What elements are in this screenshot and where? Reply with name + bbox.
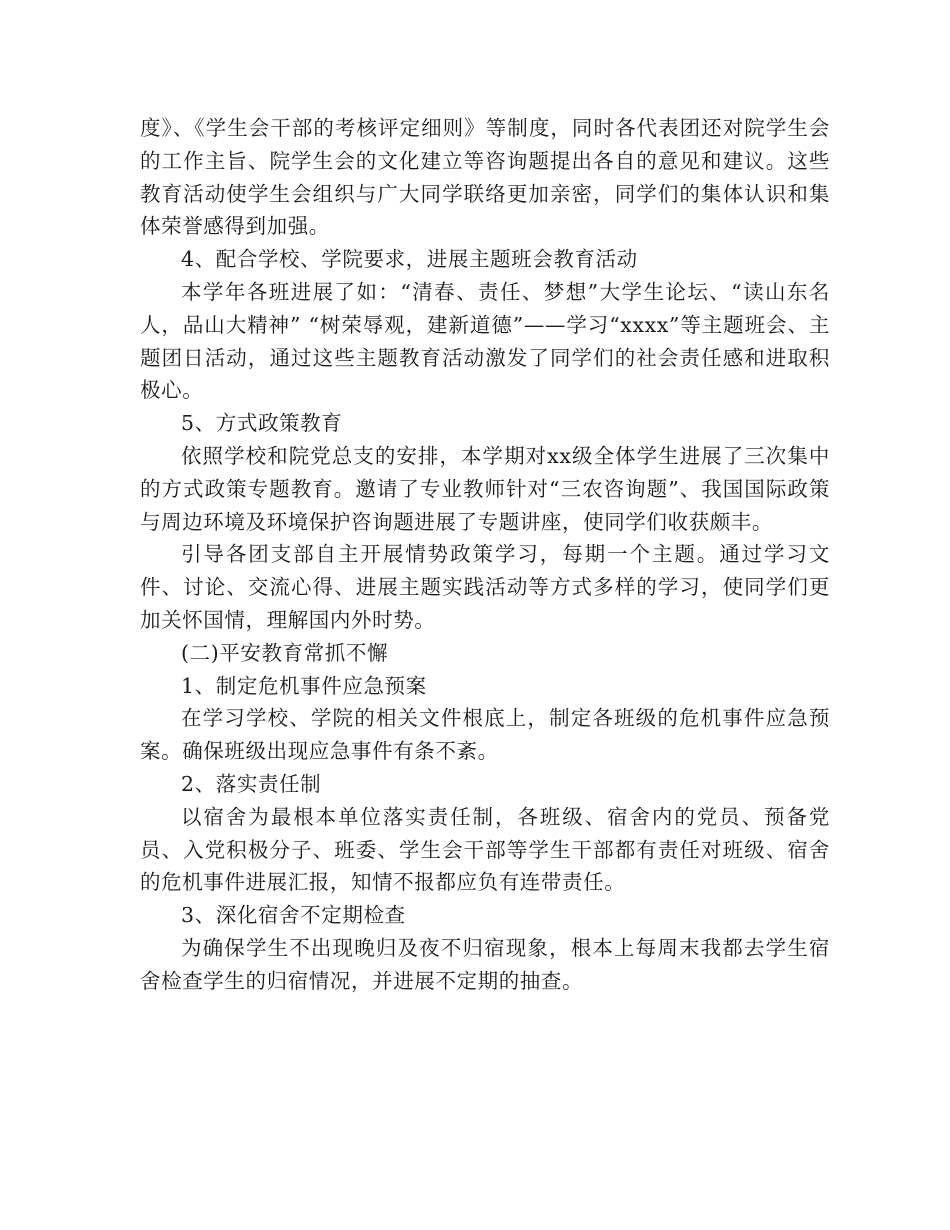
paragraph: 为确保学生不出现晚归及夜不归宿现象，根本上每周末我都去学生宿舍检查学生的归宿情况，并进展不定期的抽查。 xyxy=(140,935,830,993)
document-page xyxy=(140,112,830,998)
section-heading: 5、方式政策教育 xyxy=(181,411,343,436)
paragraph: 依照学校和院党总支的安排，本学期对xx级全体学生进展了三次集中的方式政策专题教育。邀请了专业教师针对“三农咨询题”、我国国际政策与周边环境及环境保护咨询题进展了专题讲座，使同学们收获颇丰。 xyxy=(140,443,830,534)
section-heading: 2、落实责任制 xyxy=(181,771,322,796)
paragraph: 本学年各班进展了如：“清春、责任、梦想”大学生论坛、“读山东名人，品山大精神” “树荣辱观，建新道德”——学习“xxxx”等主题班会、主题团日活动，通过这些主题教育活动激发了同学们的社会责任感和进取积极心。 xyxy=(140,279,830,403)
paragraph: 以宿舍为最根本单位落实责任制，各班级、宿舍内的党员、预备党员、入党积极分子、班委、学生会干部等学生干部都有责任对班级、宿舍的危机事件进展汇报，知情不报都应负有连带责任。 xyxy=(140,804,830,895)
section-heading: 1、制定危机事件应急预案 xyxy=(181,673,427,698)
paragraph: 在学习学校、学院的相关文件根底上，制定各班级的危机事件应急预案。确保班级出现应急事件有条不紊。 xyxy=(140,706,830,764)
section-heading: 4、配合学校、学院要求，进展主题班会教育活动 xyxy=(181,247,638,272)
section-heading: 3、深化宿舍不定期检查 xyxy=(181,903,406,928)
paragraph: 度》、《学生会干部的考核评定细则》等制度，同时各代表团还对院学生会的工作主旨、院学生会的文化建立等咨询题提出各自的意见和建议。这些教育活动使学生会组织与广大同学联络更加亲密，同学们的集体认识和集体荣誉感得到加强。 xyxy=(140,116,830,239)
section-heading: (二)平安教育常抓不懈 xyxy=(181,640,389,665)
paragraph: 引导各团支部自主开展情势政策学习，每期一个主题。通过学习文件、讨论、交流心得、进展主题实践活动等方式多样的学习，使同学们更加关怀国情，理解国内外时势。 xyxy=(140,542,830,632)
